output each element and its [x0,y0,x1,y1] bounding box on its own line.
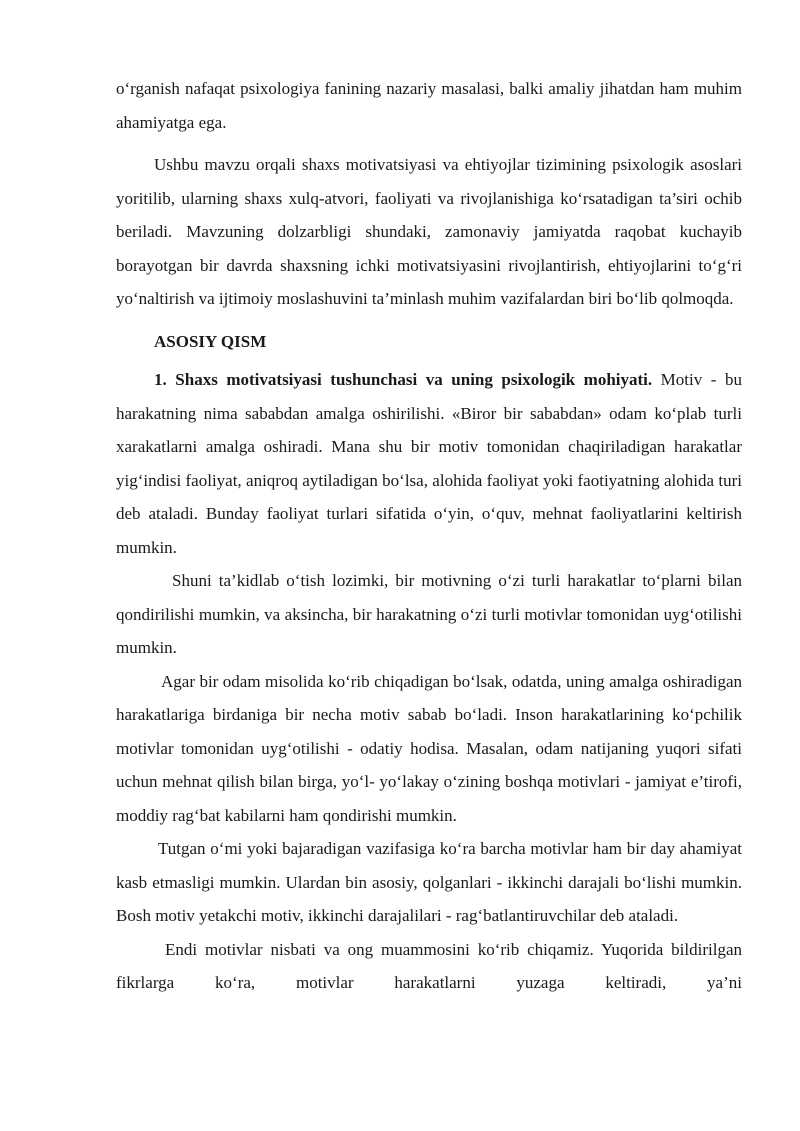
paragraph-motive-hierarchy: Tutgan o‘mi yoki bajaradigan vazifasiga ko‘ra barcha motivlar ham bir day ahamiyat kasb etmasligi mumkin. Ulardan bin asosiy, qolganlari - ikkinchi darajali bo‘lishi mumkin. Bosh motiv yetakchi motiv, ikkinchi darajalilari - rag‘batlantiruvchilar deb ataladi. [116,839,742,925]
section-heading: ASOSIY QISM [154,331,267,351]
document-page [116,72,742,1000]
paragraph-motives-consciousness: Endi motivlar nisbati va ong muammosini ko‘rib chiqamiz. Yuqorida bildirilgan fikrlarga ko‘ra, motivlar harakatlarni yuzaga keltiradi, ya’ni [116,939,742,992]
section-1-title: 1. Shaxs motivatsiyasi tushunchasi va uning psixologik mohiyati. [154,370,653,389]
paragraph-section-1 [116,363,742,564]
paragraph-motive-actions: Shuni ta’kidlab o‘tish lozimki, bir motivning o‘zi turli harakatlar to‘plarni bilan qondirilishi mumkin, va aksincha, bir harakatning o‘zi turli motivlar tomonidan uyg‘otilishi mumkin. [116,571,742,657]
paragraph-topic-relevance: Ushbu mavzu orqali shaxs motivatsiyasi va ehtiyojlar tizimining psixologik asoslari yoritilib, ularning shaxs xulq-atvori, faoliyati va rivojlanishiga ko‘rsatadigan ta’siri ochib beriladi. Mavzuning dolzarbligi shundaki, zamonaviy jamiyatda raqobat kuchayib borayotgan bir davrda shaxsning ichki motivatsiyasini rivojlantirish, ehtiyojlarini to‘g‘ri yo‘naltirish va ijtimoiy moslashuvini ta’minlash muhim vazifalardan biri bo‘lib qolmoqda. [116,155,742,308]
paragraph-intro-continuation: o‘rganish nafaqat psixologiya fanining nazariy masalasi, balki amaliy jihatdan ham muhim ahamiyatga ega. [116,79,742,132]
paragraph-multiple-motives: Agar bir odam misolida ko‘rib chiqadigan bo‘lsak, odatda, uning amalga oshiradigan harakatlariga birdaniga bir necha motiv sabab bo‘ladi. Inson harakatlarining ko‘pchilik motivlar tomonidan uyg‘otilishi - odatiy hodisa. Masalan, odam natijaning yuqori sifati uchun mehnat qilish bilan birga, yo‘l- yo‘lakay o‘zining boshqa motivlari - jamiyat e’tirofi, moddiy rag‘bat kabilarni ham qondirishi mumkin. [116,671,742,825]
section-1-text: Motiv - bu harakatning nima sababdan amalga oshirilishi. «Biror bir sababdan» odam ko‘plab turli xarakatlarni amalga oshiradi. Mana shu bir motiv tomonidan chaqiriladigan harakatlar yig‘indisi faoliyat, aniqroq aytiladigan bo‘lsa, alohida faoliyat yoki faotiyatning alohida turi deb ataladi. Bunday faoliyat turlari sifatida o‘yin, o‘quv, mehnat faoliyatlarini keltirish mumkin. [116,370,742,557]
